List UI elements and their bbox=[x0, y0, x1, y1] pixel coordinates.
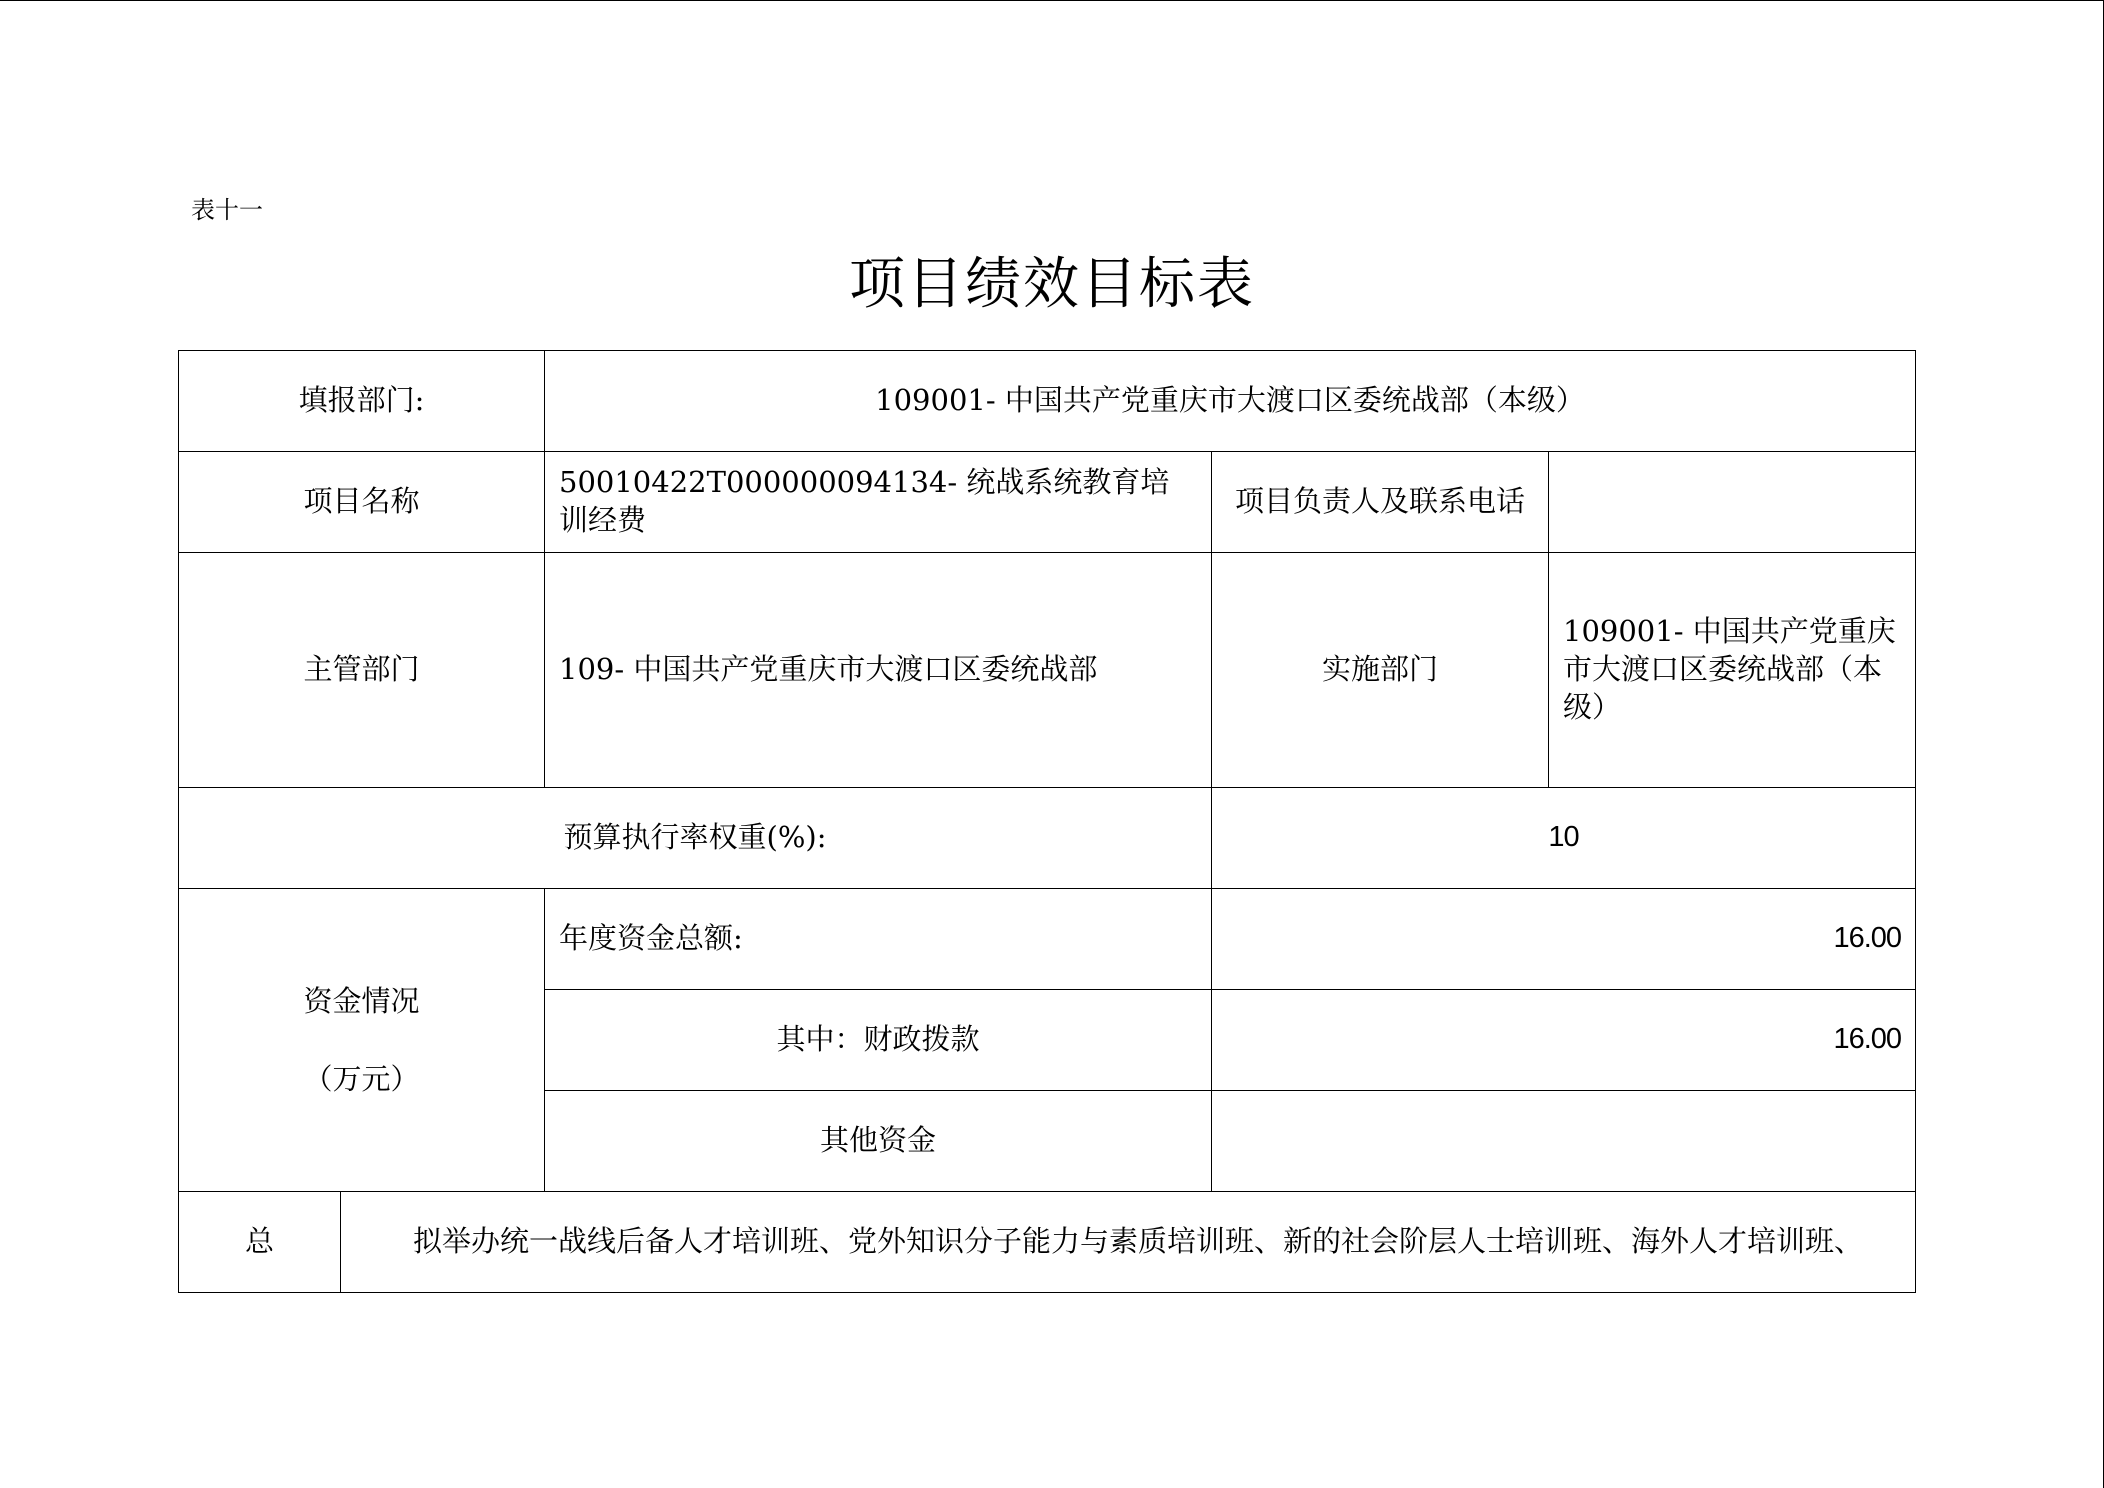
table-row-project bbox=[179, 452, 1916, 553]
funds-label bbox=[179, 889, 545, 1192]
table-row-summary bbox=[179, 1192, 1916, 1293]
table-row-admin bbox=[179, 553, 1916, 788]
summary-label: 总 bbox=[179, 1192, 341, 1293]
summary-text: 拟举办统一战线后备人才培训班、党外知识分子能力与素质培训班、新的社会阶层人士培训班、海外人才培训班、 bbox=[341, 1192, 1916, 1293]
funds-label-line1: 资金情况 bbox=[303, 984, 420, 1018]
page-border-top bbox=[0, 0, 2104, 1]
table-row-budget-weight bbox=[179, 788, 1916, 889]
budget-weight-label: 预算执行率权重(%): bbox=[179, 788, 1212, 889]
table-number: 表十一 bbox=[191, 196, 263, 224]
page-title: 项目绩效目标表 bbox=[849, 252, 1255, 317]
budget-weight-value: 10 bbox=[1212, 788, 1916, 889]
funds-label-line2: （万元） bbox=[303, 1062, 420, 1096]
project-name-value: 50010422T000000094134- 统战系统教育培训经费 bbox=[545, 452, 1212, 553]
impl-dept-label: 实施部门 bbox=[1212, 553, 1549, 788]
project-name-label: 项目名称 bbox=[179, 452, 545, 553]
admin-dept-value: 109- 中国共产党重庆市大渡口区委统战部 bbox=[545, 553, 1212, 788]
table-row-annual-funds bbox=[179, 889, 1916, 990]
fiscal-funds-label: 其中：财政拨款 bbox=[545, 990, 1212, 1091]
annual-funds-value: 16.00 bbox=[1212, 889, 1916, 990]
project-contact-label: 项目负责人及联系电话 bbox=[1212, 452, 1549, 553]
dept-label: 填报部门: bbox=[179, 351, 545, 452]
admin-dept-label: 主管部门 bbox=[179, 553, 545, 788]
fiscal-funds-value: 16.00 bbox=[1212, 990, 1916, 1091]
performance-target-table bbox=[178, 350, 1916, 1293]
annual-funds-label: 年度资金总额: bbox=[545, 889, 1212, 990]
dept-value: 109001- 中国共产党重庆市大渡口区委统战部（本级） bbox=[545, 351, 1916, 452]
table-row-dept bbox=[179, 351, 1916, 452]
other-funds-value bbox=[1212, 1091, 1916, 1192]
project-contact-value bbox=[1549, 452, 1916, 553]
other-funds-label: 其他资金 bbox=[545, 1091, 1212, 1192]
impl-dept-value: 109001- 中国共产党重庆市大渡口区委统战部（本级） bbox=[1549, 553, 1916, 788]
